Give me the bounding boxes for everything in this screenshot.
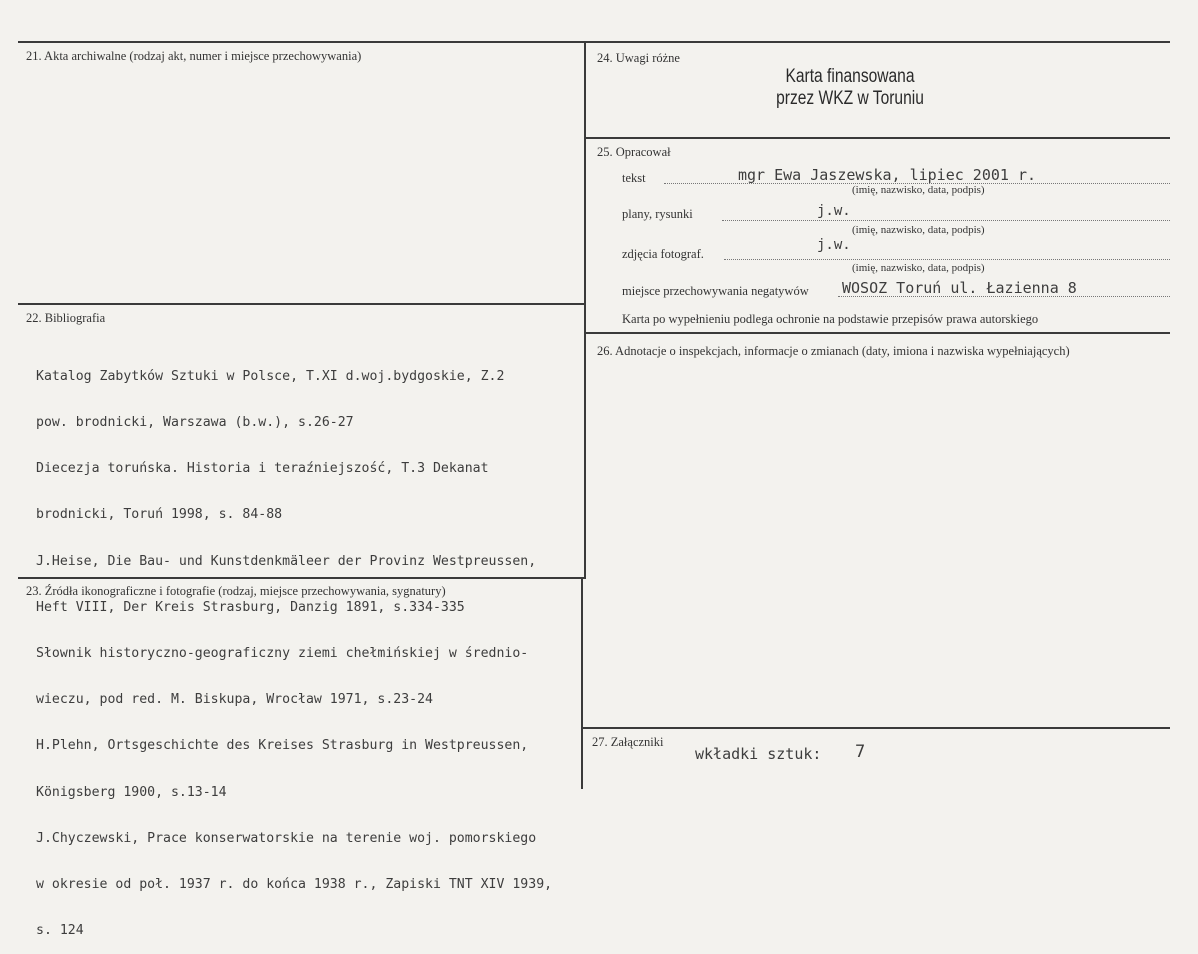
bibliography-line: pow. brodnicki, Warszawa (b.w.), s.26-27 — [36, 415, 354, 431]
bibliography-line: brodnicki, Toruń 1998, s. 84-88 — [36, 507, 283, 523]
center-divider-lower — [581, 578, 583, 789]
plany-value: j.w. — [817, 203, 851, 219]
bibliography-line: J.Chyczewski, Prace konserwatorskie na terenie woj. pomorskiego — [36, 830, 537, 846]
miejsce-label: miejsce przechowywania negatywów — [622, 284, 809, 298]
section-22-label: 22. Bibliografia — [26, 311, 106, 325]
bibliography-line: wieczu, pod red. M. Biskupa, Wrocław 1971, s.23-24 — [36, 692, 433, 708]
plany-hint: (imię, nazwisko, data, podpis) — [852, 224, 985, 236]
section-25-label: 25. Opracował — [597, 145, 671, 159]
copyright-note: Karta po wypełnieniu podlega ochronie na podstawie przepisów prawa autorskiego — [622, 312, 1039, 326]
bibliography-line: Königsberg 1900, s.13-14 — [36, 784, 227, 800]
section-23-label: 23. Źródła ikonograficzne i fotografie (rodzaj, miejsce przechowywania, sygnatury) — [26, 584, 446, 598]
plany-label: plany, rysunki — [622, 207, 693, 221]
bibliography-line: Słownik historyczno-geograficzny ziemi chełmińskiej w średnio- — [36, 646, 529, 662]
attachments-label: wkładki sztuk: — [695, 745, 822, 763]
top-rule — [18, 41, 1170, 43]
zdjecia-hint: (imię, nazwisko, data, podpis) — [852, 262, 985, 274]
bibliography-line: Katalog Zabytków Sztuki w Polsce, T.XI d.woj.bydgoskie, Z.2 — [36, 368, 505, 384]
stamp-line-1: Karta finansowana — [785, 66, 915, 87]
tekst-label: tekst — [622, 171, 646, 185]
bibliography-line: Diecezja toruńska. Historia i teraźniejszość, T.3 Dekanat — [36, 461, 489, 477]
financing-stamp — [752, 66, 949, 110]
zdjecia-value: j.w. — [817, 237, 851, 253]
bibliography-list — [36, 338, 552, 954]
tekst-hint: (imię, nazwisko, data, podpis) — [852, 184, 985, 196]
bibliography-line: H.Plehn, Ortsgeschichte des Kreises Strasburg in Westpreussen, — [36, 738, 529, 754]
attachments-count: 7 — [855, 742, 866, 762]
tekst-value: mgr Ewa Jaszewska, lipiec 2001 r. — [738, 166, 1037, 184]
zdjecia-dotted-line — [724, 259, 1170, 260]
section-26-label: 26. Adnotacje o inspekcjach, informacje o zmianach (daty, imiona i nazwiska wypełniających) — [597, 344, 1070, 358]
center-divider — [584, 41, 586, 579]
bibliography-line: J.Heise, Die Bau- und Kunstdenkmäleer der Provinz Westpreussen, — [36, 553, 537, 569]
miejsce-value: WOSOZ Toruń ul. Łazienna 8 — [842, 279, 1077, 297]
stamp-line-2: przez WKZ w Toruniu — [776, 88, 924, 109]
rule-25 — [585, 137, 1170, 139]
bibliography-line: Heft VIII, Der Kreis Strasburg, Danzig 1891, s.334-335 — [36, 599, 465, 615]
rule-26 — [585, 332, 1170, 334]
zdjecia-label: zdjęcia fotograf. — [622, 247, 704, 261]
section-24-label: 24. Uwagi różne — [597, 51, 680, 65]
rule-22 — [18, 303, 585, 305]
bibliography-line: s. 124 — [36, 923, 84, 939]
bibliography-line: w okresie od poł. 1937 r. do końca 1938 r., Zapiski TNT XIV 1939, — [36, 877, 553, 893]
rule-27 — [582, 727, 1170, 729]
plany-dotted-line — [722, 220, 1170, 221]
section-21-label: 21. Akta archiwalne (rodzaj akt, numer i miejsce przechowywania) — [26, 49, 362, 63]
section-27-label: 27. Załączniki — [592, 735, 664, 749]
